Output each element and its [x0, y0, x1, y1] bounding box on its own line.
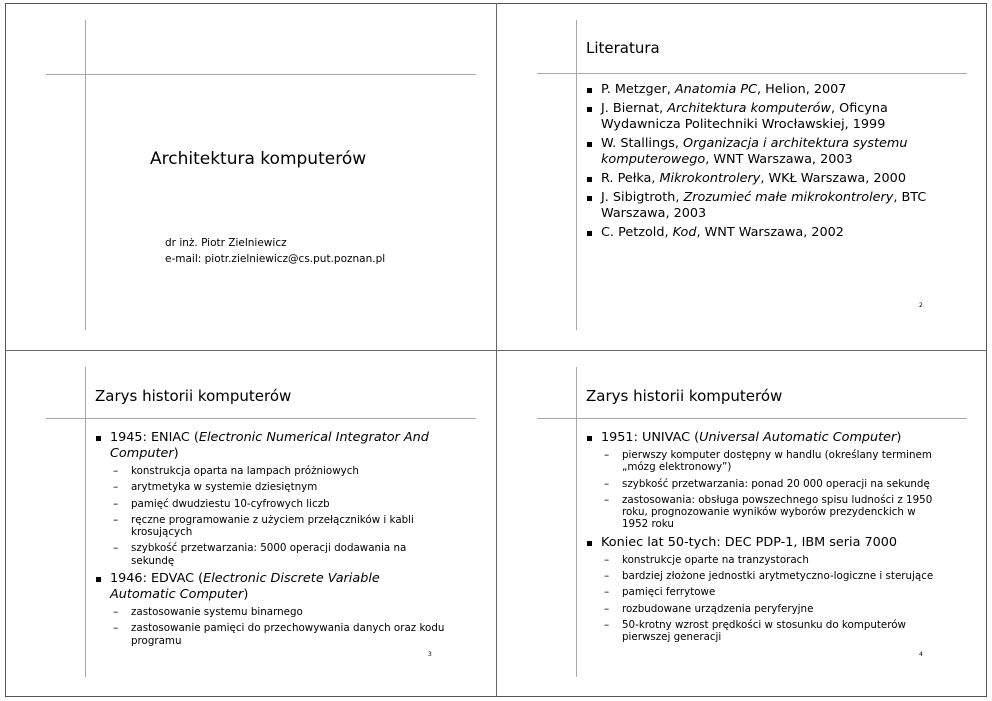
history-subitems: [110, 606, 445, 647]
history-subitems: [601, 554, 936, 644]
history-subitem: – pierwszy komputer dostępny w handlu (określany terminem „mózg elektronowy”): [601, 449, 936, 474]
slide-3: [6, 351, 496, 697]
slide-1: [6, 4, 496, 350]
literature-item: W. Stallings, Organizacja i architektura systemu komputerowego, WNT Warszawa, 2003: [586, 136, 966, 168]
history-subitem: – szybkość przetwarzania: ponad 20 000 operacji na sekundę: [601, 478, 936, 490]
history-list: [586, 430, 936, 648]
history-list: [95, 430, 445, 651]
history-subitem: – pamięci ferrytowe: [601, 586, 936, 598]
history-item: 1945: ENIAC (Electronic Numerical Integrator And Computer) – konstrukcja oparta na lampach próżniowych – arytmetyka w systemie dziesiętnym – pamięć dwudziestu 10-cyfrowych liczb – ręczne programowanie z użyciem przełączników i kabli krosujących – szybkość przetwarzania: 5000 operacji dodawania na sekundę: [95, 430, 445, 567]
history-item: 1951: UNIVAC (Universal Automatic Computer) – pierwszy komputer dostępny w handlu (określany terminem „mózg elektronowy”) – szybkość przetwarzania: ponad 20 000 operacji na sekundę – zastosowania: obsługa powszechnego spisu ludności z 1950 roku, prognozowanie wyników wyborów prezydenckich w 1952 roku: [586, 430, 936, 531]
slide-3-accent-vline: [85, 367, 86, 677]
slide-3-page-number: 3: [428, 651, 432, 658]
slide-3-title: Zarys historii komputerów: [95, 387, 292, 405]
slide-4: [497, 351, 987, 697]
history-subitem: – bardziej złożone jednostki arytmetyczno-logiczne i sterujące: [601, 570, 936, 582]
history-subitem: – konstrukcja oparta na lampach próżniowych: [110, 465, 445, 477]
slide-1-accent-vline: [85, 20, 86, 330]
history-subitem: – zastosowanie pamięci do przechowywania danych oraz kodu programu: [110, 622, 445, 647]
history-subitem: – zastosowania: obsługa powszechnego spisu ludności z 1950 roku, prognozowanie wyników wyborów prezydenckich w 1952 roku: [601, 494, 936, 531]
slide-4-accent-vline: [576, 367, 577, 677]
history-subitem: – 50-krotny wzrost prędkości w stosunku do komputerów pierwszej generacji: [601, 619, 936, 644]
author-name: dr inż. Piotr Zielniewicz: [165, 237, 287, 249]
slide-3-accent-hline: [46, 418, 476, 419]
history-subitem: – szybkość przetwarzania: 5000 operacji dodawania na sekundę: [110, 542, 445, 567]
history-subitems: [110, 465, 445, 567]
slide-4-accent-hline: [537, 418, 967, 419]
history-subitem: – pamięć dwudziestu 10-cyfrowych liczb: [110, 498, 445, 510]
history-subitem: – ręczne programowanie z użyciem przełączników i kabli krosujących: [110, 514, 445, 539]
history-subitem: – arytmetyka w systemie dziesiętnym: [110, 481, 445, 493]
literature-list: [586, 82, 966, 244]
literature-item: J. Sibigtroth, Zrozumieć małe mikrokontrolery, BTC Warszawa, 2003: [586, 190, 966, 222]
slide-1-accent-hline: [46, 74, 476, 75]
slide-2-accent-vline: [576, 20, 577, 330]
history-item: Koniec lat 50-tych: DEC PDP-1, IBM seria 7000 – konstrukcje oparte na tranzystorach – bardziej złożone jednostki arytmetyczno-logiczne i sterujące – pamięci ferrytowe – rozbudowane urządzenia peryferyjne – 50-krotny wzrost prędkości w stosunku do komputerów pierwszej generacji: [586, 535, 936, 644]
literature-item: J. Biernat, Architektura komputerów, Oficyna Wydawnicza Politechniki Wrocławskiej, 1999: [586, 101, 966, 133]
literature-item: P. Metzger, Anatomia PC, Helion, 2007: [586, 82, 966, 98]
slide-2-accent-hline: [537, 73, 967, 74]
history-item: 1946: EDVAC (Electronic Discrete Variable Automatic Computer) – zastosowanie systemu binarnego – zastosowanie pamięci do przechowywania danych oraz kodu programu: [95, 571, 445, 647]
slide-4-title: Zarys historii komputerów: [586, 387, 783, 405]
slide-2-title: Literatura: [586, 39, 660, 57]
slide-2: [497, 4, 987, 350]
literature-item: R. Pełka, Mikrokontrolery, WKŁ Warszawa, 2000: [586, 171, 966, 187]
history-subitems: [601, 449, 936, 531]
literature-item: C. Petzold, Kod, WNT Warszawa, 2002: [586, 225, 966, 241]
author-email: e-mail: piotr.zielniewicz@cs.put.poznan.pl: [165, 253, 386, 265]
slide-2-page-number: 2: [919, 302, 923, 309]
slide-1-title: Architektura komputerów: [150, 149, 367, 169]
slide-4-page-number: 4: [919, 651, 923, 658]
history-subitem: – zastosowanie systemu binarnego: [110, 606, 445, 618]
history-subitem: – rozbudowane urządzenia peryferyjne: [601, 603, 936, 615]
history-subitem: – konstrukcje oparte na tranzystorach: [601, 554, 936, 566]
